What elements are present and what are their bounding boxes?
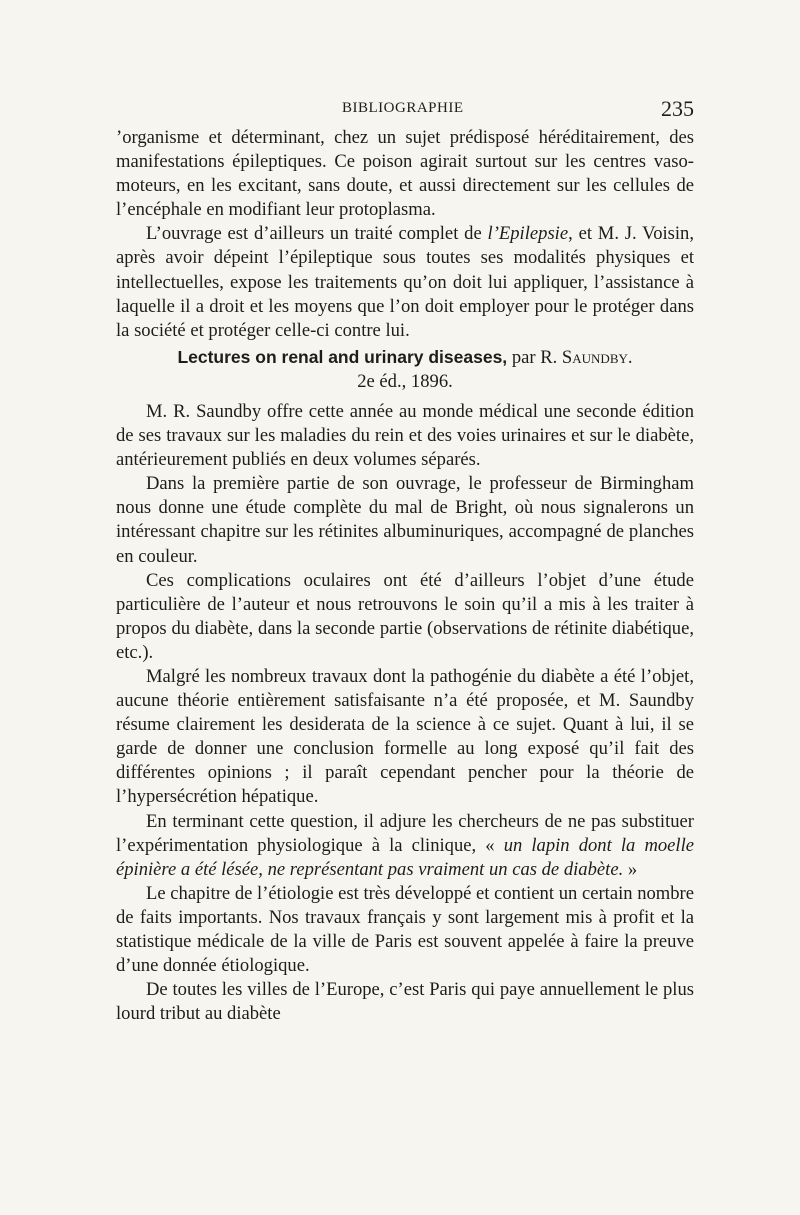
text-run: L’ouvrage est d’ailleurs un traité complet de (146, 223, 488, 245)
review-author: Saundby. (561, 346, 633, 368)
paragraph (116, 810, 694, 882)
page-number: 235 (661, 96, 694, 121)
paragraph (116, 222, 694, 342)
review-by: par R. (507, 346, 562, 368)
paragraph: Malgré les nombreux travaux dont la pathogénie du diabète a été l’objet, aucune théorie entièrement satisfaisante n’a été proposée, et M. Saundby résume clairement les desiderata de la science à ce sujet. Quant à lui, il se garde de donner une conclusion formelle au long exposé qu’il fait des différentes opinions ; il paraît cependant pencher pour la théorie de l’hypersécrétion hépatique. (116, 665, 694, 808)
review-title: Lectures on renal and urinary diseases, (177, 346, 508, 367)
page-body (116, 126, 694, 1026)
text-run: » (623, 858, 638, 880)
paragraph: Dans la première partie de son ouvrage, le professeur de Birmingham nous donne une étude complète du mal de Bright, où nous signalerons un intéressant chapitre sur les rétinites albuminuriques, accompagné de planches en couleur. (116, 473, 694, 567)
text-run: En terminant cette question, il adjure les chercheurs de ne pas substituer l’expérimentation physiologique à la clinique, « (116, 810, 694, 856)
review-edition: 2e éd., 1896. (357, 370, 453, 392)
paragraph: Le chapitre de l’étiologie est très développé et contient un certain nombre de faits importants. Nos travaux français y sont largement mis à profit et la statistique médicale de la ville de Paris est souvent appelée à faire la preuve d’une donnée étiologique. (116, 882, 694, 977)
text-run: , et M. J. Voisin, après avoir dépeint l’épileptique sous toutes ses modalités physiques et intellectuelles, expose les traitements qu’on doit lui appliquer, l’assistance à laquelle il a droit et les moyens que l’on doit employer pour le protéger dans la société et protéger celle-ci contre lui. (116, 223, 695, 341)
paragraph: M. R. Saundby offre cette année au monde médical une seconde édition de ses travaux sur les maladies du rein et des voies urinaires et sur le diabète, antérieurement publiés en deux volumes séparés. (116, 400, 694, 471)
paragraph: ’organisme et déterminant, chez un sujet prédisposé héréditairement, des manifestations épileptiques. Ce poison agirait surtout sur les centres vaso-moteurs, en les excitant, sans doute, et aussi directement sur les cellules de l’encéphale en modifiant leur protoplasma. (116, 127, 694, 221)
italic-text: l’Epilepsie (487, 223, 569, 245)
running-head (116, 98, 694, 124)
running-title: BIBLIOGRAPHIE (342, 100, 464, 116)
review-heading (116, 345, 694, 370)
italic-quote: un lapin dont la moelle épinière a été lésée, ne représentant pas vraiment un cas de diabète. (116, 834, 695, 880)
paragraph: Ces complications oculaires ont été d’ailleurs l’objet d’une étude particulière de l’auteur et nous retrouvons le soin qu’il a mis à les traiter à propos du diabète, dans la seconde partie (observations de rétinite diabétique, etc.). (116, 569, 694, 663)
paragraph: De toutes les villes de l’Europe, c’est Paris qui paye annuellement le plus lourd tribut au diabète (116, 979, 694, 1025)
